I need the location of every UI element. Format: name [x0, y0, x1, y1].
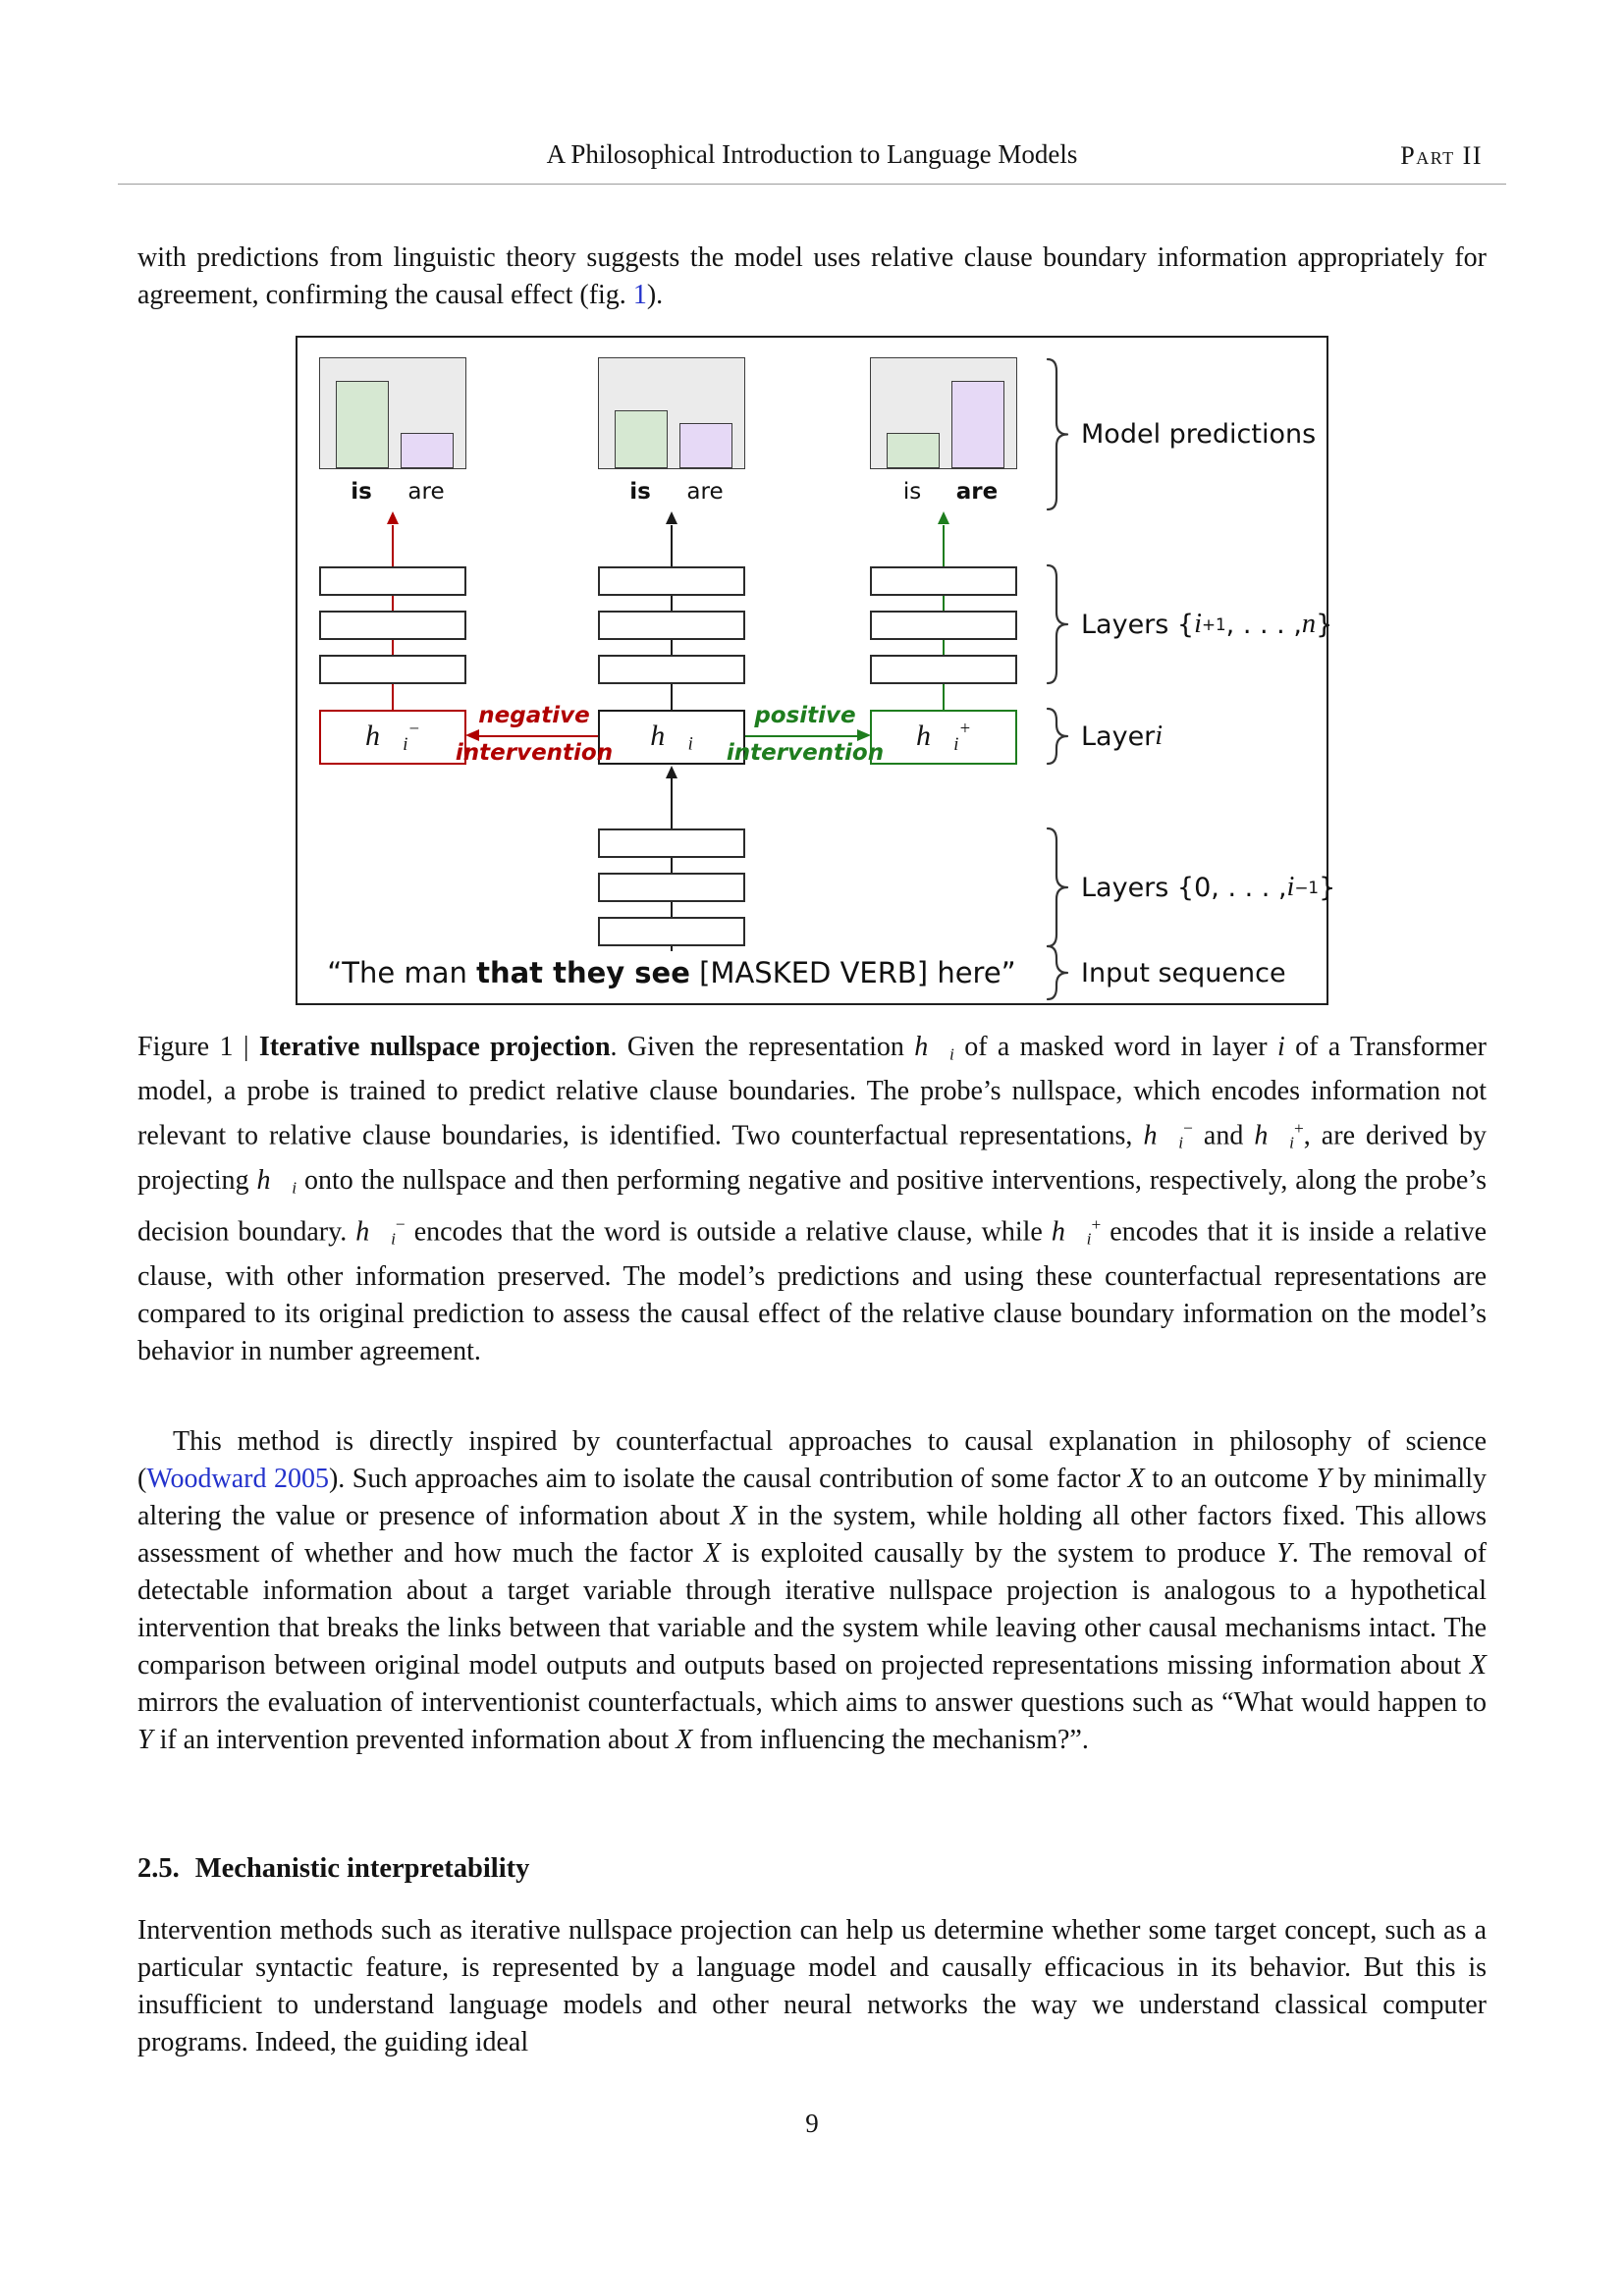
text-segment: + — [1091, 1215, 1102, 1235]
text-segment: i — [1155, 721, 1164, 751]
brace — [1044, 944, 1069, 1001]
text-segment: [MASKED VERB] here” — [689, 956, 1016, 989]
text-segment: h⃗ — [914, 1032, 949, 1062]
text-segment: encodes that the word is outside a relative clause, while — [405, 1216, 1052, 1248]
text-segment: i — [1086, 1230, 1092, 1250]
intro-paragraph — [137, 240, 1487, 314]
text-segment: mirrors the evaluation of interventionist counterfactuals, which aims to answer questions such as “What would happen to — [137, 1687, 1487, 1718]
text-segment: , are derived by projecting — [137, 1120, 1488, 1197]
label-input-sequence: Input sequence — [1081, 957, 1286, 988]
text-segment: X — [730, 1501, 747, 1531]
bar-chart-panel — [598, 357, 745, 469]
text-segment: onto the nullspace and then performing negative and positive interventions, respectively, along the probe’s decision boundary. — [137, 1165, 1487, 1248]
bar-category-label: is — [629, 479, 651, 505]
text-segment: } — [1316, 609, 1333, 640]
text-segment: i — [403, 733, 408, 755]
text-segment: Y — [1276, 1538, 1292, 1569]
text-segment: Layers {0, . . . , — [1081, 872, 1287, 903]
h-minus-box — [319, 710, 466, 765]
positive-intervention-label-1: positive — [754, 703, 856, 728]
text-segment: i — [949, 1044, 954, 1064]
layer-box — [319, 566, 466, 596]
h-plus-label — [916, 719, 971, 756]
text-segment: i — [687, 733, 693, 755]
text-segment: h⃗ — [355, 1216, 392, 1248]
layer-box — [319, 655, 466, 684]
brace — [1044, 357, 1069, 511]
text-segment: −1 — [1294, 878, 1320, 897]
label-upper-layers — [1081, 563, 1332, 685]
text-segment: by minimally altering the value or presence of information about — [137, 1464, 1487, 1531]
text-segment: This method is directly inspired by counterfactual approaches to causal explanation in philosophy of science ( — [137, 1426, 1487, 1494]
text-segment: − — [395, 1215, 406, 1235]
text-segment: Layers { — [1081, 609, 1195, 640]
text-segment: i — [292, 1178, 298, 1198]
section-title: Mechanistic interpretability — [194, 1853, 530, 1884]
brace — [1044, 827, 1069, 948]
bar-chart-panel — [870, 357, 1017, 469]
bar-category-label: are — [686, 479, 724, 505]
text-segment: i — [1286, 872, 1295, 902]
layer-box — [598, 611, 745, 640]
text-segment: from influencing the mechanism?”. — [692, 1725, 1089, 1755]
text-segment: and — [1192, 1120, 1255, 1151]
text-segment: X — [1469, 1650, 1487, 1681]
negative-intervention-label-2: intervention — [455, 740, 614, 766]
layer-box — [598, 655, 745, 684]
layer-box — [319, 611, 466, 640]
text-segment: + — [958, 719, 972, 740]
bar-category-label: is — [351, 479, 372, 505]
layer-box — [598, 828, 745, 858]
h-original-label — [650, 720, 693, 756]
input-sequence-text — [298, 956, 1046, 989]
text-segment: h⃗ — [364, 720, 404, 753]
text-segment: of a masked word in layer — [953, 1032, 1277, 1062]
bar-chart-panel — [319, 357, 466, 469]
citation-link[interactable]: 1 — [632, 280, 647, 310]
text-segment: to an outcome — [1144, 1464, 1317, 1494]
layer-box — [870, 566, 1017, 596]
label-lower-layers — [1081, 827, 1335, 948]
text-segment: “The man — [327, 956, 477, 989]
layer-box — [870, 655, 1017, 684]
bar-is — [615, 410, 668, 468]
body-paragraph-2 — [137, 1423, 1487, 1759]
layer-box — [598, 566, 745, 596]
h-minus-label — [365, 719, 420, 756]
text-segment: ). Such approaches aim to isolate the causal contribution of some factor — [328, 1464, 1128, 1494]
text-segment: Y — [1316, 1464, 1331, 1494]
text-segment: X — [1127, 1464, 1145, 1494]
text-segment: if an intervention prevented information about — [152, 1725, 677, 1755]
figure-caption — [137, 1029, 1487, 1370]
text-segment: +1 — [1201, 614, 1226, 634]
page-header-part: Part II — [1400, 141, 1483, 170]
brace — [1044, 563, 1069, 685]
text-segment: + — [1293, 1119, 1304, 1139]
text-segment: h⃗ — [915, 720, 954, 753]
positive-up-arrow-icon — [938, 511, 949, 524]
bar-category-label: are — [407, 479, 445, 505]
body-paragraph-3: Intervention methods such as iterative nullspace projection can help us determine whether some target concept, such as a particular syntactic feature, is represented by a language model and causally efficacious in its behavior. But this is insufficient to understand language models and other neural networks the way we understand classical computer programs. Indeed, the guiding ideal — [137, 1915, 1487, 2057]
text-segment: ). — [646, 280, 664, 310]
text-segment: n — [1301, 609, 1317, 639]
text-segment: Layer — [1081, 721, 1156, 752]
text-segment: − — [407, 719, 421, 740]
bar-are — [951, 381, 1004, 468]
input-up-arrow-icon — [666, 766, 677, 778]
text-segment: h⃗ — [1254, 1120, 1290, 1151]
layer-box — [870, 611, 1017, 640]
text-segment: i — [1178, 1134, 1184, 1153]
text-segment: Iterative nullspace projection — [258, 1032, 611, 1062]
bar-category-label: is — [902, 479, 922, 505]
text-segment: h⃗ — [1143, 1120, 1179, 1151]
prediction-panel-negative — [319, 357, 466, 524]
text-segment: h⃗ — [1051, 1216, 1087, 1248]
positive-intervention-label-2: intervention — [726, 740, 885, 766]
page-number: 9 — [805, 2109, 819, 2138]
page-header-title: A Philosophical Introduction to Language Models — [546, 139, 1078, 169]
negative-up-arrow-icon — [387, 511, 399, 524]
layer-box — [598, 873, 745, 902]
text-segment: X — [676, 1725, 693, 1755]
prediction-panel-original — [598, 357, 745, 524]
original-up-arrow-icon — [666, 511, 677, 524]
header-rule — [118, 184, 1506, 185]
text-segment: encodes that it is inside a relative clause, with other information preserved. The model’s predictions and using these counterfactual representations are compared to its original prediction to assess the causal effect of the relative clause boundary information on the model’s behavior in number agreement. — [137, 1216, 1488, 1367]
section-heading — [137, 1853, 529, 1885]
text-segment: is exploited causally by the system to produce — [720, 1538, 1277, 1569]
text-segment: i — [953, 733, 959, 755]
h-plus-box — [870, 710, 1017, 765]
label-layer-i — [1081, 707, 1163, 766]
negative-intervention-label-1: negative — [478, 703, 590, 728]
text-segment: . The removal of detectable information about a target variable through iterative nullspace projection is analogous to a hypothetical intervention that breaks the links between that variable and the system while leaving other causal mechanisms intact. The comparison between original model outputs and outputs based on projected representations missing information about — [137, 1538, 1487, 1681]
bar-are — [401, 433, 454, 468]
negative-arrow-line — [479, 735, 598, 737]
text-segment: h⃗ — [256, 1165, 293, 1197]
positive-arrow-line — [745, 735, 858, 737]
text-segment: X — [703, 1538, 721, 1569]
text-segment: in the system, while holding all other factors fixed. This allows assessment of whether and how much the factor — [137, 1501, 1488, 1569]
text-segment: , . . . , — [1225, 609, 1302, 640]
bar-are — [679, 423, 732, 468]
citation-link[interactable]: Woodward 2005 — [146, 1464, 329, 1494]
text-segment: . Given the representation — [610, 1032, 915, 1062]
text-segment: i — [1276, 1032, 1285, 1062]
brace — [1044, 707, 1069, 766]
text-segment: − — [1183, 1119, 1193, 1139]
text-segment: that they see — [476, 956, 690, 989]
prediction-panel-positive — [870, 357, 1017, 524]
bar-is — [336, 381, 389, 468]
label-model-predictions: Model predictions — [1081, 419, 1317, 450]
section-number: 2.5. — [137, 1853, 180, 1884]
text-segment: Y — [137, 1725, 153, 1755]
bar-is — [887, 433, 940, 468]
text-segment: with predictions from linguistic theory suggests the model uses relative clause boundary information appropriately for agreement, confirming the causal effect (fig. — [137, 242, 1487, 310]
text-segment: } — [1319, 872, 1336, 903]
text-segment: of a Transformer model, a probe is trained to predict relative clause boundaries. The probe’s nullspace, which encodes information not relevant to relative clause boundaries, is identified. Two counterfactual representations, — [137, 1032, 1488, 1151]
text-segment: Figure 1 | — [137, 1032, 259, 1062]
layer-box — [598, 917, 745, 946]
text-segment: i — [1194, 609, 1202, 639]
text-segment: i — [391, 1230, 396, 1250]
h-original-box — [598, 710, 745, 765]
text-segment: h⃗ — [650, 719, 688, 752]
figure-1-diagram — [296, 336, 1336, 1005]
text-segment: i — [1289, 1134, 1294, 1153]
bar-category-label: are — [955, 479, 999, 505]
